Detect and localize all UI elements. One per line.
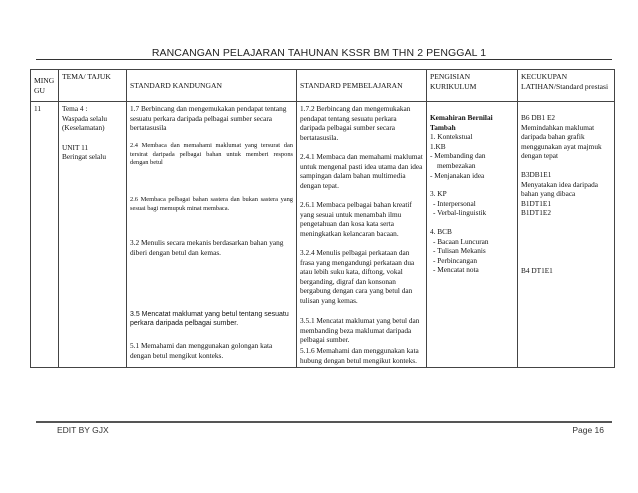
pengisian-item: - Verbal-linguistik — [433, 208, 487, 218]
sk-item: 2.6 Membaca pelbagai bahan sastera dan bukan sastera yang sesuai bagi memupuk minat membaca. — [130, 196, 293, 212]
pengisian-item: - Tulisan Mekanis — [433, 246, 486, 256]
sp-item: 2.6.1 Membaca pelbagai bahan kreatif yang sesuai untuk menambah ilmu pengetahuan dan kosa kata serta meningkatkan kelancaran bacaan. — [300, 200, 412, 238]
sp-item: 2.4.1 Membaca dan memahami maklumat untuk mengenal pasti idea utama dan idea sampingan dalam bahan multimedia dengan tepat. — [300, 152, 423, 190]
sk-item: 1.7 Berbincang dan mengemukakan pendapat tentang sesuatu perkara daripada pelbagai sumber secara bertatasusila — [130, 104, 287, 133]
document-title: RANCANGAN PELAJARAN TAHUNAN KSSR BM THN 2 PENGGAL 1 — [151, 47, 487, 59]
pengisian-item: 3. KP — [430, 189, 447, 199]
page-number: Page 16 — [572, 425, 604, 435]
pengisian-item: - Mencatat nota — [433, 265, 479, 275]
sp-item: 3.2.4 Menulis pelbagai perkataan dan frasa yang mengandungi perkataan dua atau lebih suku kata, diftong, vokal berganding, digraf dan konsonan bergabung dengan cara yang betul dan tulisan yang kemas. — [300, 248, 415, 305]
cell-kecukupan-latihan — [518, 102, 615, 368]
sk-item: 3.2 Menulis secara mekanis berdasarkan bahan yang diberi dengan betul dan kemas. — [130, 238, 284, 257]
lesson-plan-table — [30, 69, 615, 368]
cell-tema — [59, 102, 127, 368]
pengisian-item: 1.KB — [430, 141, 446, 151]
sk-item: 3.5 Mencatat maklumat yang betul tentang sesuatu perkara daripada pelbagai sumber. — [130, 311, 289, 328]
sp-item: 3.5.1 Mencatat maklumat yang betul dan membanding beza maklumat daripada pelbagai sumber. — [300, 316, 420, 345]
pengisian-heading: Tambah — [430, 122, 456, 132]
sk-item: 5.1 Memahami dan menggunakan golongan kata dengan betul mengikut konteks. — [130, 341, 273, 360]
cell-standard-kandungan — [127, 102, 297, 368]
footer-credit: EDIT BY GJX — [57, 425, 109, 435]
sp-item: 1.7.2 Berbincang dan mengemukakan pendapat tentang sesuatu perkara daripada pelbagai sumber secara bertatasusila. — [300, 104, 411, 142]
unit-line: Beringat selalu — [62, 152, 106, 162]
header-minggu: MING GU — [31, 70, 59, 102]
sp-item: 5.1.6 Memahami dan menggunakan kata hubung dengan betul mengikut konteks. — [300, 346, 419, 365]
tema-line: Waspada selalu — [62, 113, 107, 123]
kecukupan-desc: Menyatakan idea daripada bahan yang dibaca — [521, 179, 598, 199]
header-standard-kandungan: STANDARD KANDUNGAN — [127, 70, 297, 102]
header-standard-pembelajaran: STANDARD PEMBELAJARAN — [297, 70, 427, 102]
pengisian-item: - Menjanakan idea — [430, 170, 485, 180]
cell-minggu — [31, 102, 59, 368]
minggu-value: 11 — [34, 104, 42, 113]
tema-line: (Keselamatan) — [62, 123, 105, 133]
cell-pengisian-kurikulum — [427, 102, 518, 368]
kecukupan-code: B4 DT1E1 — [521, 265, 553, 275]
sk-item: 2.4 Membaca dan memahami maklumat yang tersurat dan tersirat daripada pelbagai bahan untuk memberi respons dengan betul — [130, 142, 293, 167]
kecukupan-desc: Memindahkan maklumat daripada bahan grafik menggunakan ayat majmuk dengan tepat — [521, 122, 602, 161]
pengisian-item: membezakan — [437, 160, 476, 170]
pengisian-item: - Perbincangan — [433, 255, 477, 265]
pengisian-item: 4. BCB — [430, 226, 452, 236]
table-header-row — [31, 70, 615, 102]
title-divider — [36, 59, 612, 60]
kecukupan-code: B6 DB1 E2 — [521, 113, 556, 122]
header-tema: TEMA/ TAJUK — [59, 70, 127, 102]
kecukupan-code: B3DB1E1 — [521, 169, 552, 179]
table-row — [31, 102, 615, 368]
footer-divider — [36, 421, 612, 423]
header-kecukupan-latihan: KECUKUPAN LATIHAN/Standard prestasi — [518, 70, 615, 102]
pengisian-item: - Membanding dan — [430, 151, 486, 161]
tema-line: Tema 4 : — [62, 104, 88, 113]
pengisian-item: - Bacaan Luncuran — [433, 236, 489, 246]
pengisian-item: 1. Kontekstual — [430, 132, 473, 142]
unit-line: UNIT 11 — [62, 142, 89, 152]
kecukupan-code: B1DT1E1 — [521, 198, 551, 208]
cell-standard-pembelajaran — [297, 102, 427, 368]
pengisian-item: - Interpersonal — [433, 198, 476, 208]
header-pengisian-kurikulum: PENGISIAN KURIKULUM — [427, 70, 518, 102]
kecukupan-code: B1DT1E2 — [521, 208, 551, 218]
pengisian-heading: Kemahiran Bernilai — [430, 113, 493, 122]
